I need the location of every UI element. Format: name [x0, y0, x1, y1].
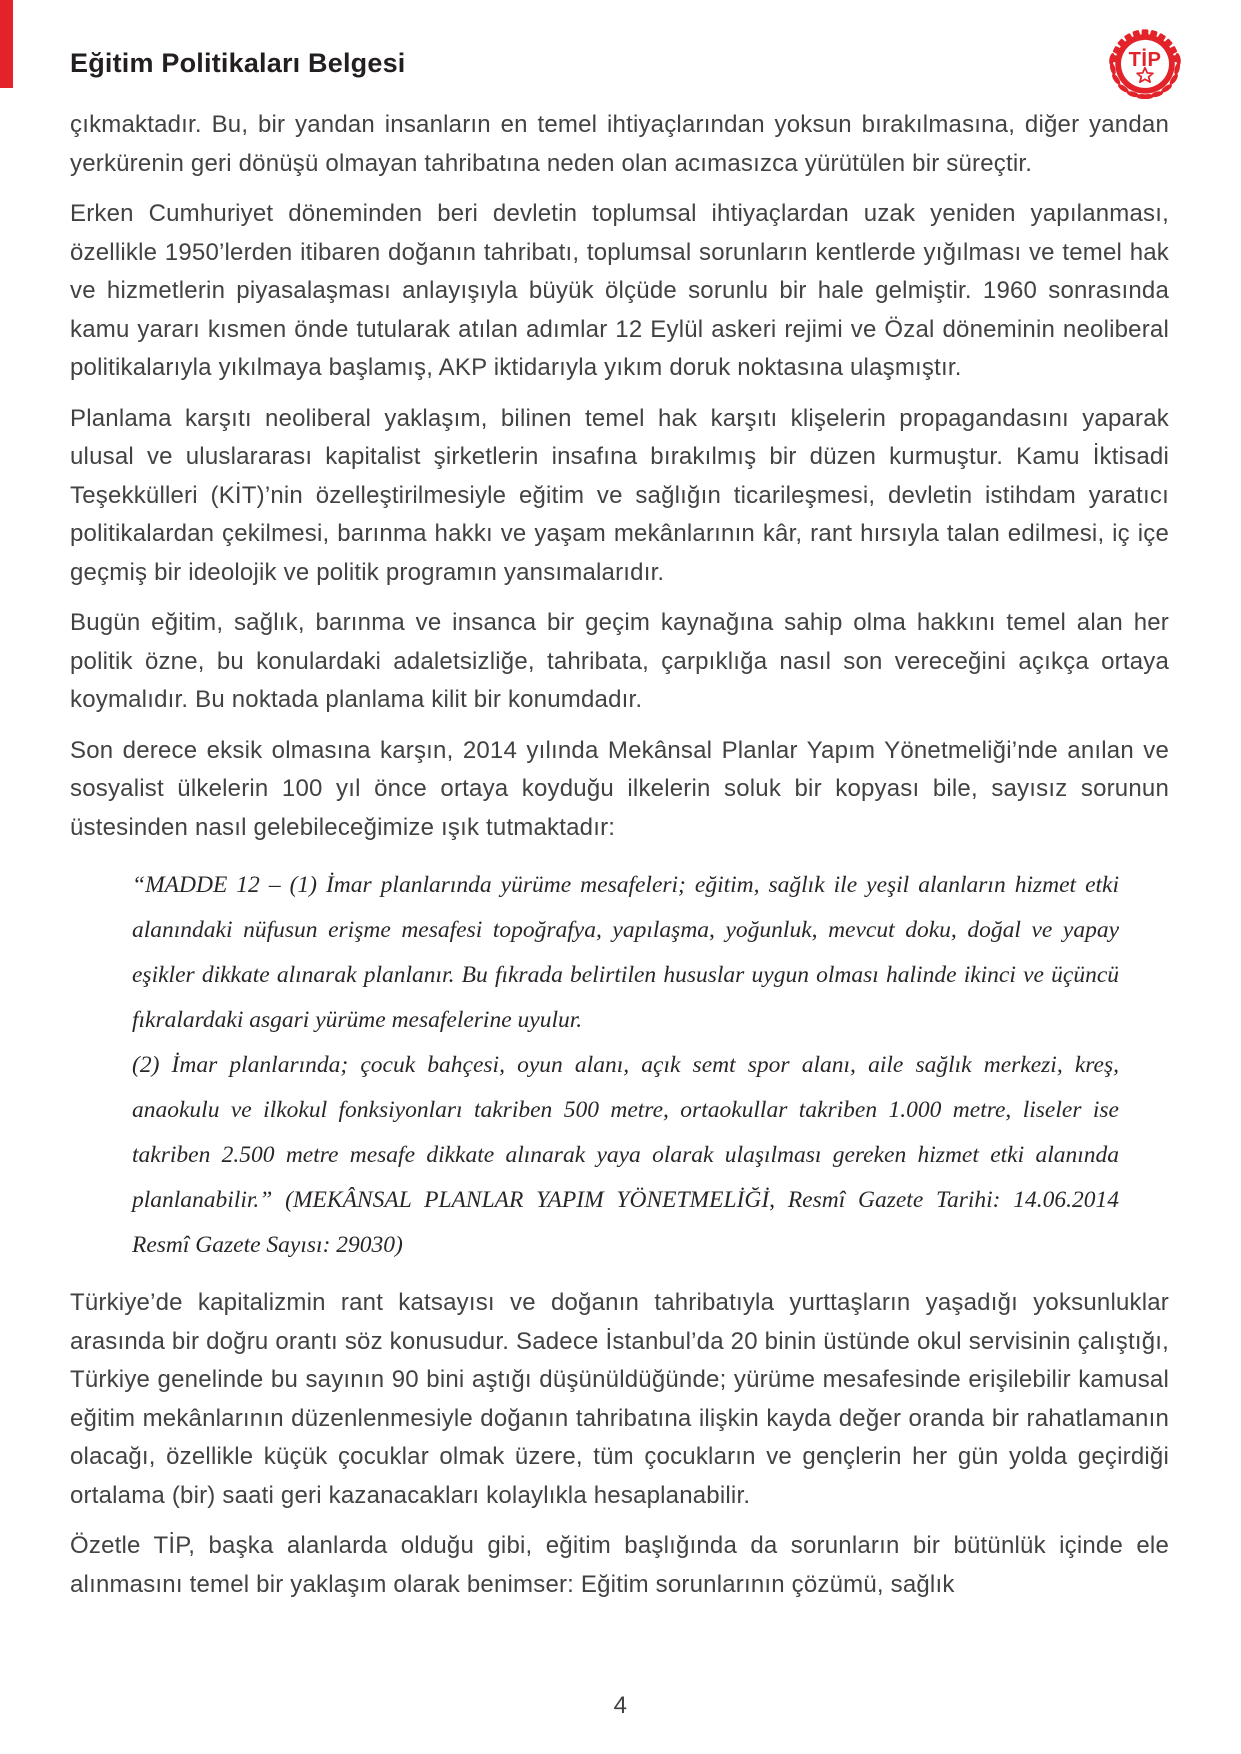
body-paragraph-6: Türkiye’de kapitalizmin rant katsayısı ve doğanın tahribatıyla yurttaşların yaşadığı yoksunluklar arasında bir doğru orantı söz konusudur. Sadece İstanbul’da 20 binin üstünde okul servisinin çalıştığı, Türkiye genelinde bu sayının 90 bini aştığı düşünüldüğünde; yürüme mesafesinde erişilebilir kamusal eğitim mekânlarının düzenlenmesiyle doğanın tahribatına ilişkin kayda değer oranda bir rahatlamanın olacağı, özellikle küçük çocuklar olmak üzere, tüm çocukların ve gençlerin her gün yolda geçirdiği ortalama (bir) saati geri kazanacakları kolaylıkla hesaplanabilir. [70, 1289, 1169, 1509]
body-paragraph-4: Bugün eğitim, sağlık, barınma ve insanca bir geçim kaynağına sahip olma hakkını temel alan her politik özne, bu konulardaki adaletsizliğe, tahribata, çarpıklığa nasıl son vereceğini açıkça ortaya koymalıdır. Bu noktada planlama kilit bir konumdadır. [70, 609, 1169, 713]
tip-party-logo [1097, 14, 1193, 110]
page-edge-accent-bar [0, 0, 13, 88]
document-body [70, 106, 1169, 1616]
body-paragraph-1: çıkmaktadır. Bu, bir yandan insanların en temel ihtiyaçlarından yoksun bırakılmasına, diğer yandan yerkürenin geri dönüşü olmayan tahribatına neden olan acımasızca yürütülen bir süreçtir. [70, 111, 1169, 177]
body-paragraph-5: Son derece eksik olmasına karşın, 2014 yılında Mekânsal Planlar Yapım Yönetmeliği’nde anılan ve sosyalist ülkelerin 100 yıl önce ortaya koyduğu ilkelerin soluk bir kopyası bile, sayısız sorunun üstesinden nasıl gelebileceğimize ışık tutmaktadır: [70, 736, 1169, 841]
body-paragraph-7: Özetle TİP, başka alanlarda olduğu gibi, eğitim başlığında da sorunların bir bütünlük içinde ele alınmasını temel bir yaklaşım olarak benimser: Eğitim sorunlarının çözümü, sağlık [70, 1532, 1169, 1598]
logo-text: TİP [1128, 48, 1162, 71]
body-paragraph-3: Planlama karşıtı neoliberal yaklaşım, bilinen temel hak karşıtı klişelerin propagandasını yaparak ulusal ve uluslararası kapitalist şirketlerin insafına bırakılmış bir düzen kurmuştur. Kamu İktisadi Teşekkülleri (KİT)’nin özelleştirilmesiyle eğitim ve sağlığın ticarileşmesi, devletin istihdam yaratıcı politikalardan çekilmesi, barınma hakkı ve yaşam mekânlarının kâr, rant hırsıyla talan edilmesi, iç içe geçmiş bir ideolojik ve politik programın yansımalarıdır. [70, 404, 1169, 586]
legal-quote-block [132, 863, 1119, 1268]
page-number: 4 [613, 1692, 628, 1719]
page-footer [0, 1692, 1241, 1720]
body-paragraph-2: Erken Cumhuriyet döneminden beri devletin toplumsal ihtiyaçlardan uzak yeniden yapılanması, özellikle 1950’lerden itibaren doğanın tahribatı, toplumsal sorunların kentlerde yığılması ve temel hak ve hizmetlerin piyasalaşması anlayışıyla büyük ölçüde sorunlu bir hale gelmiştir. 1960 sonrasında kamu yararı kısmen önde tutularak atılan adımlar 12 Eylül askeri rejimi ve Özal döneminin neoliberal politikalarıyla yıkılmaya başlamış, AKP iktidarıyla yıkım doruk noktasına ulaşmıştır. [70, 200, 1169, 381]
quote-paragraph-2: (2) İmar planlarında; çocuk bahçesi, oyun alanı, açık semt spor alanı, aile sağlık merkezi, kreş, anaokulu ve ilkokul fonksiyonları takriben 500 metre, ortaokullar takriben 1.000 metre, liseler ise takriben 2.500 metre mesafe dikkate alınarak yaya olarak ulaşılması gereken hizmet etki alanında planlanabilir.” (MEKÂNSAL PLANLAR YAPIM YÖNETMELİĞİ, Resmî Gazete Tarihi: 14.06.2014 Resmî Gazete Sayısı: 29030) [132, 1052, 1119, 1258]
quote-paragraph-1: “MADDE 12 – (1) İmar planlarında yürüme mesafeleri; eğitim, sağlık ile yeşil alanların hizmet etki alanındaki nüfusun erişme mesafesi topoğrafya, yapılaşma, yoğunluk, mevcut doku, doğal ve yapay eşikler dikkate alınarak planlanır. Bu fıkrada belirtilen hususlar uygun olması halinde ikinci ve üçüncü fıkralardaki asgari yürüme mesafelerine uyulur. [132, 872, 1119, 1033]
tip-emblem-icon [1097, 14, 1193, 110]
document-title: Eğitim Politikaları Belgesi [70, 48, 406, 78]
